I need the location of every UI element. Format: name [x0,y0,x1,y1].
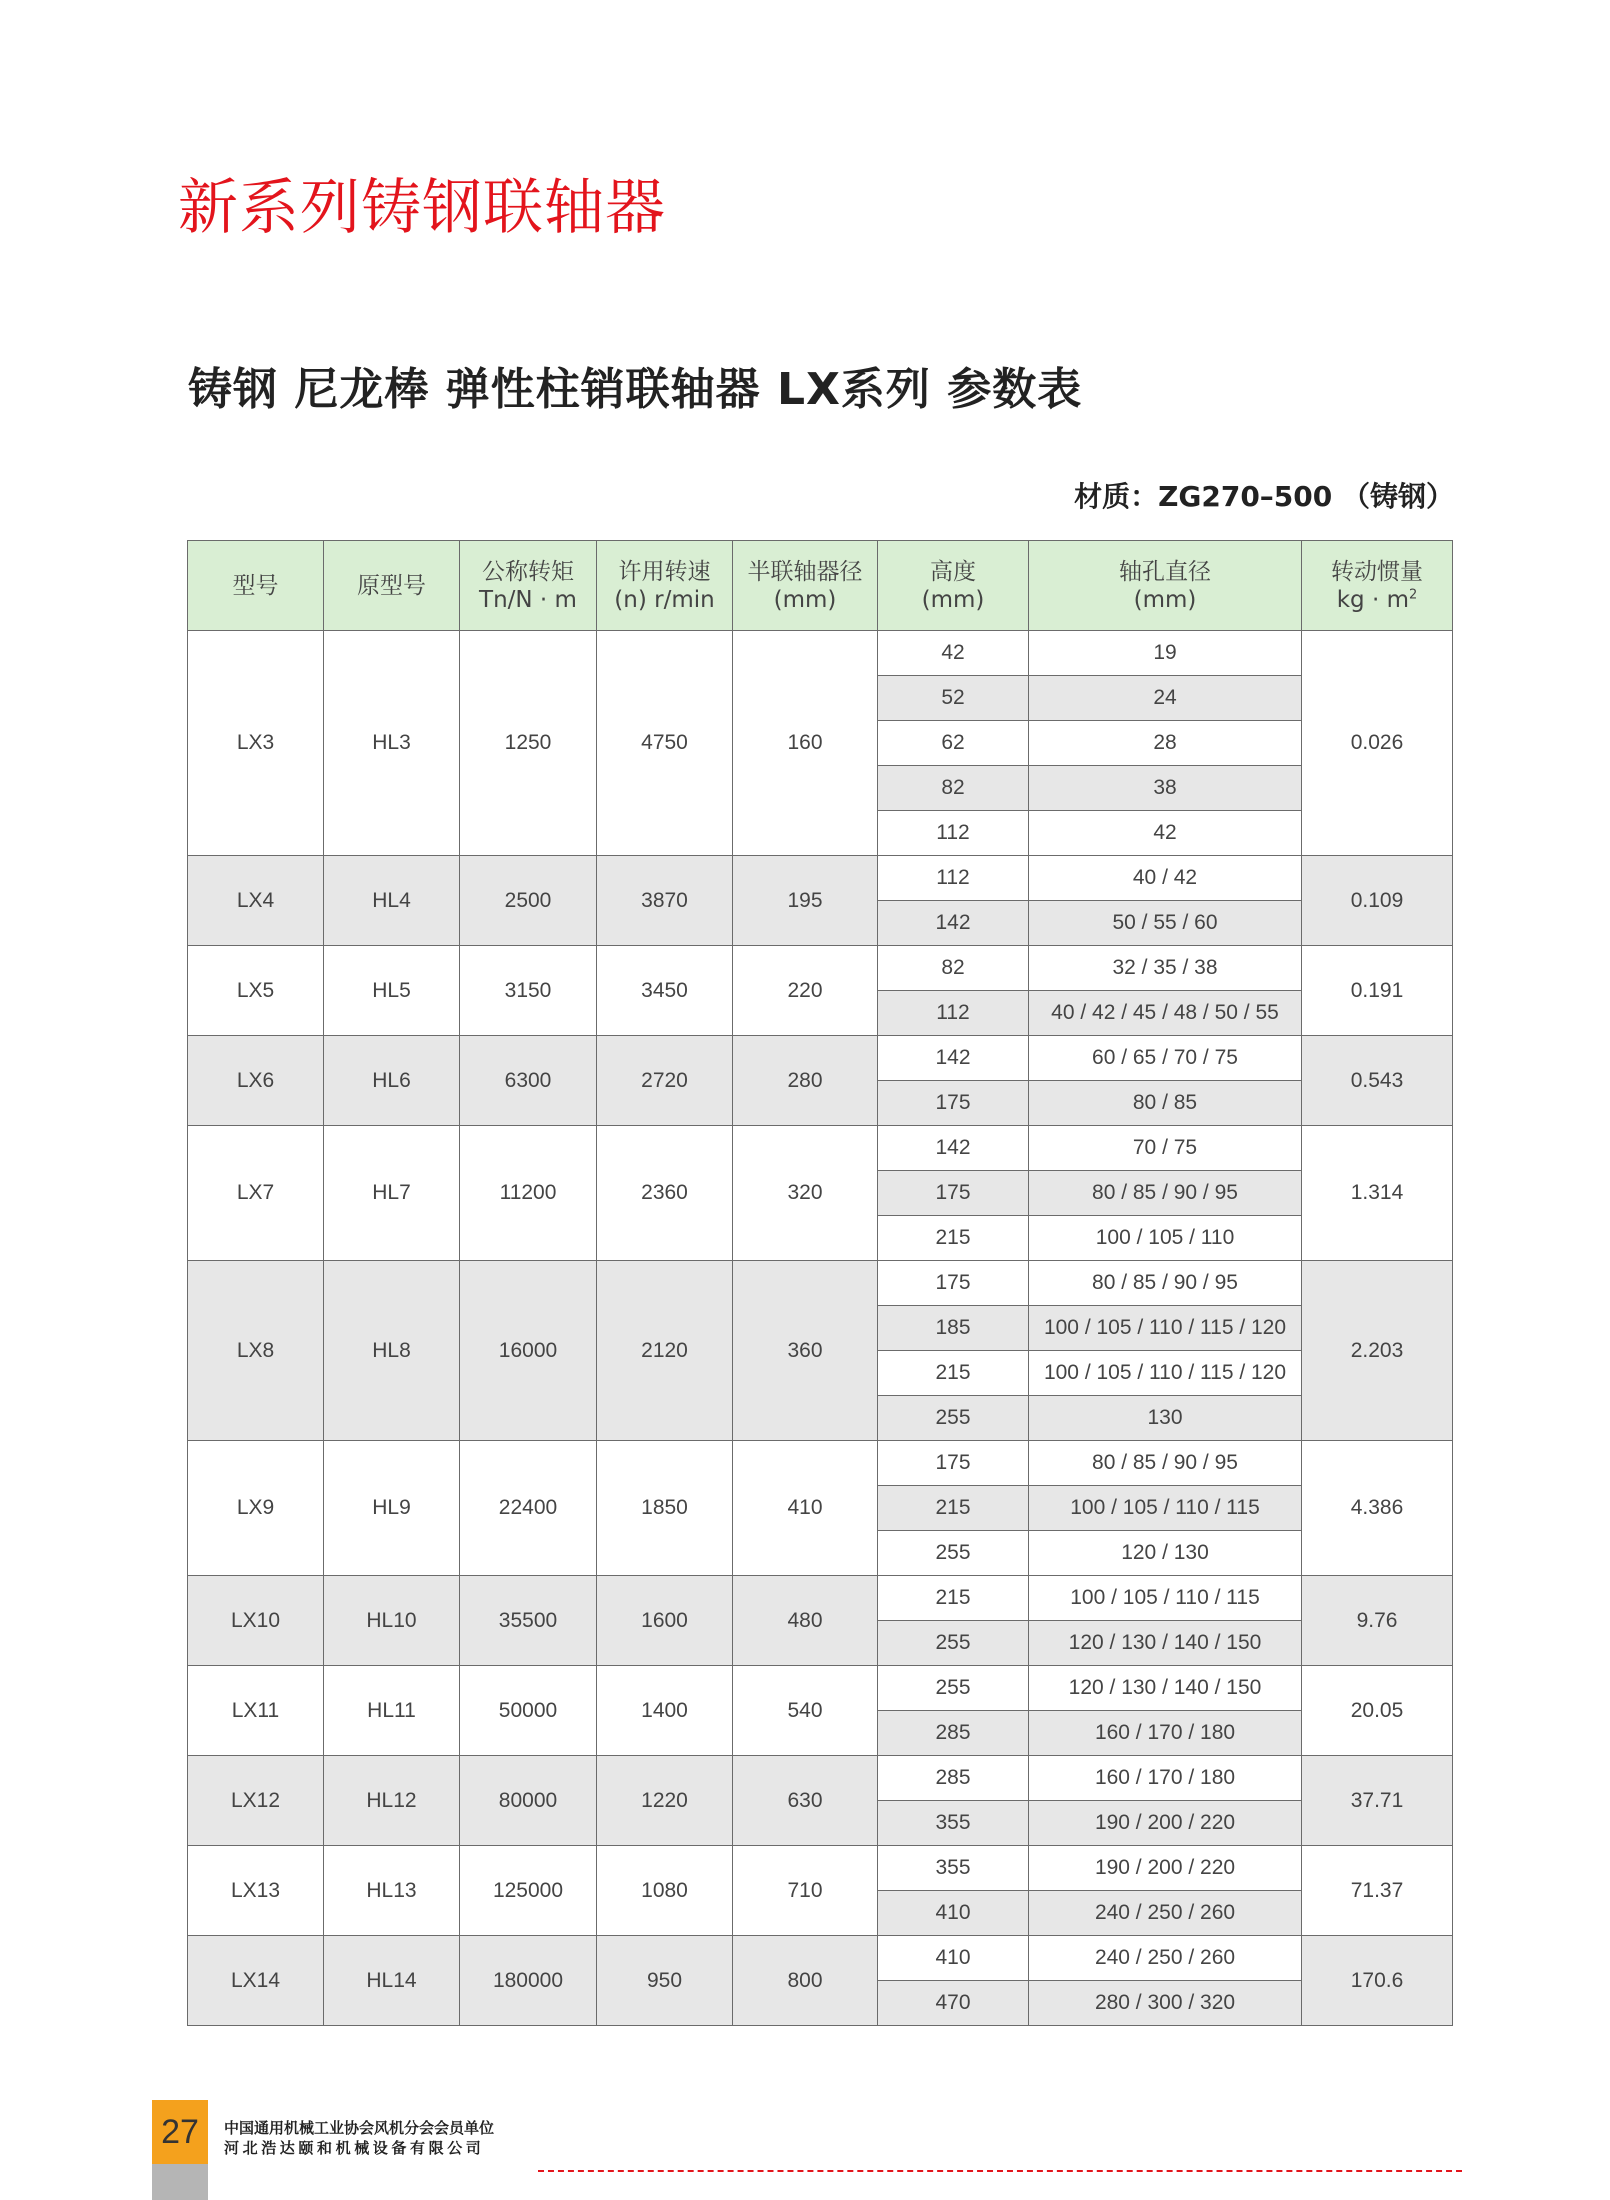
cell-height: 175 [878,1441,1029,1486]
table-row [188,856,1453,901]
cell-model: LX12 [188,1756,324,1846]
cell-model: LX8 [188,1261,324,1441]
header-inertia: 转动惯量 kg · $m^2$ [1302,541,1453,631]
cell-bore-diameter: 80 / 85 / 90 / 95 [1029,1441,1302,1486]
table-row [188,631,1453,676]
footer-bar [152,2164,208,2200]
cell-bore-diameter: 100 / 105 / 110 / 115 / 120 [1029,1351,1302,1396]
cell-half-diameter: 220 [733,946,878,1036]
cell-speed: 2720 [597,1036,733,1126]
cell-torque: 22400 [460,1441,597,1576]
cell-bore-diameter: 100 / 105 / 110 / 115 / 120 [1029,1306,1302,1351]
cell-bore-diameter: 160 / 170 / 180 [1029,1756,1302,1801]
cell-height: 175 [878,1171,1029,1216]
header-bore-diameter: 轴孔直径 (mm) [1029,541,1302,631]
table-row [188,1261,1453,1306]
cell-speed: 1080 [597,1846,733,1936]
cell-half-diameter: 195 [733,856,878,946]
model-group-lx8 [188,1261,1453,1441]
model-group-lx13 [188,1846,1453,1936]
cell-height: 355 [878,1846,1029,1891]
cell-old-model: HL14 [324,1936,460,2026]
cell-height: 410 [878,1936,1029,1981]
model-group-lx9 [188,1441,1453,1576]
material-note: 材质：ZG270–500 （铸钢） [1074,480,1454,513]
table-row [188,1576,1453,1621]
parameter-table [187,540,1453,2026]
header-model: 型号 [188,541,324,631]
table-title: 铸钢 尼龙棒 弹性柱销联轴器 LX系列 参数表 [188,364,1083,415]
cell-old-model: HL3 [324,631,460,856]
cell-height: 355 [878,1801,1029,1846]
cell-inertia: 9.76 [1302,1576,1453,1666]
table-row [188,1846,1453,1891]
cell-height: 112 [878,811,1029,856]
cell-height: 470 [878,1981,1029,2026]
cell-bore-diameter: 80 / 85 [1029,1081,1302,1126]
cell-speed: 2120 [597,1261,733,1441]
cell-height: 215 [878,1351,1029,1396]
cell-speed: 3450 [597,946,733,1036]
cell-old-model: HL8 [324,1261,460,1441]
footer-company [224,2118,494,2158]
cell-torque: 3150 [460,946,597,1036]
cell-half-diameter: 410 [733,1441,878,1576]
model-group-lx3 [188,631,1453,856]
cell-torque: 2500 [460,856,597,946]
model-group-lx10 [188,1576,1453,1666]
cell-bore-diameter: 100 / 105 / 110 [1029,1216,1302,1261]
cell-half-diameter: 630 [733,1756,878,1846]
cell-old-model: HL12 [324,1756,460,1846]
cell-model: LX11 [188,1666,324,1756]
cell-height: 185 [878,1306,1029,1351]
model-group-lx5 [188,946,1453,1036]
cell-bore-diameter: 120 / 130 [1029,1531,1302,1576]
cell-height: 142 [878,1036,1029,1081]
cell-half-diameter: 540 [733,1666,878,1756]
table-row [188,1126,1453,1171]
cell-bore-diameter: 70 / 75 [1029,1126,1302,1171]
cell-bore-diameter: 130 [1029,1396,1302,1441]
cell-torque: 80000 [460,1756,597,1846]
cell-height: 410 [878,1891,1029,1936]
cell-height: 112 [878,856,1029,901]
cell-old-model: HL9 [324,1441,460,1576]
cell-height: 142 [878,1126,1029,1171]
cell-torque: 11200 [460,1126,597,1261]
cell-torque: 35500 [460,1576,597,1666]
cell-height: 255 [878,1531,1029,1576]
cell-speed: 1850 [597,1441,733,1576]
cell-height: 62 [878,721,1029,766]
table-row [188,1666,1453,1711]
cell-height: 175 [878,1081,1029,1126]
cell-bore-diameter: 50 / 55 / 60 [1029,901,1302,946]
cell-inertia: 37.71 [1302,1756,1453,1846]
cell-old-model: HL6 [324,1036,460,1126]
footer-divider [538,2170,1462,2172]
cell-bore-diameter: 40 / 42 [1029,856,1302,901]
header-torque: 公称转矩 Tn/N · m [460,541,597,631]
cell-bore-diameter: 160 / 170 / 180 [1029,1711,1302,1756]
cell-half-diameter: 480 [733,1576,878,1666]
cell-old-model: HL7 [324,1126,460,1261]
page-number: 27 [152,2100,208,2164]
cell-speed: 1220 [597,1756,733,1846]
cell-torque: 125000 [460,1846,597,1936]
cell-torque: 16000 [460,1261,597,1441]
cell-bore-diameter: 80 / 85 / 90 / 95 [1029,1261,1302,1306]
cell-bore-diameter: 32 / 35 / 38 [1029,946,1302,991]
cell-torque: 6300 [460,1036,597,1126]
cell-model: LX7 [188,1126,324,1261]
cell-torque: 50000 [460,1666,597,1756]
cell-speed: 1400 [597,1666,733,1756]
cell-inertia: 0.191 [1302,946,1453,1036]
table-row [188,1936,1453,1981]
cell-model: LX5 [188,946,324,1036]
cell-inertia: 0.543 [1302,1036,1453,1126]
cell-bore-diameter: 100 / 105 / 110 / 115 [1029,1576,1302,1621]
table-header [188,541,1453,631]
cell-bore-diameter: 60 / 65 / 70 / 75 [1029,1036,1302,1081]
cell-height: 255 [878,1666,1029,1711]
header-speed: 许用转速 (n) r/min [597,541,733,631]
cell-height: 52 [878,676,1029,721]
cell-inertia: 20.05 [1302,1666,1453,1756]
model-group-lx6 [188,1036,1453,1126]
cell-half-diameter: 320 [733,1126,878,1261]
cell-height: 112 [878,991,1029,1036]
cell-bore-diameter: 280 / 300 / 320 [1029,1981,1302,2026]
cell-inertia: 71.37 [1302,1846,1453,1936]
table-row [188,946,1453,991]
model-group-lx12 [188,1756,1453,1846]
cell-bore-diameter: 190 / 200 / 220 [1029,1846,1302,1891]
cell-bore-diameter: 24 [1029,676,1302,721]
cell-height: 285 [878,1756,1029,1801]
model-group-lx7 [188,1126,1453,1261]
cell-height: 142 [878,901,1029,946]
cell-model: LX10 [188,1576,324,1666]
cell-height: 42 [878,631,1029,676]
cell-speed: 3870 [597,856,733,946]
cell-height: 82 [878,946,1029,991]
footer-line-2: 河北浩达颐和机械设备有限公司 [224,2139,485,2157]
table-row [188,1441,1453,1486]
header-half-diameter: 半联轴器径 (mm) [733,541,878,631]
cell-bore-diameter: 240 / 250 / 260 [1029,1936,1302,1981]
cell-inertia: 0.026 [1302,631,1453,856]
header-height: 高度 (mm) [878,541,1029,631]
cell-height: 82 [878,766,1029,811]
cell-bore-diameter: 28 [1029,721,1302,766]
model-group-lx14 [188,1936,1453,2026]
cell-height: 255 [878,1621,1029,1666]
cell-old-model: HL13 [324,1846,460,1936]
cell-bore-diameter: 120 / 130 / 140 / 150 [1029,1666,1302,1711]
model-group-lx4 [188,856,1453,946]
cell-bore-diameter: 80 / 85 / 90 / 95 [1029,1171,1302,1216]
cell-bore-diameter: 240 / 250 / 260 [1029,1891,1302,1936]
cell-half-diameter: 160 [733,631,878,856]
cell-inertia: 4.386 [1302,1441,1453,1576]
cell-height: 215 [878,1576,1029,1621]
cell-speed: 950 [597,1936,733,2026]
cell-bore-diameter: 100 / 105 / 110 / 115 [1029,1486,1302,1531]
cell-model: LX4 [188,856,324,946]
model-group-lx11 [188,1666,1453,1756]
cell-speed: 1600 [597,1576,733,1666]
footer-line-1: 中国通用机械工业协会风机分会会员单位 [224,2119,495,2137]
cell-inertia: 1.314 [1302,1126,1453,1261]
cell-model: LX9 [188,1441,324,1576]
cell-model: LX6 [188,1036,324,1126]
cell-inertia: 2.203 [1302,1261,1453,1441]
cell-model: LX13 [188,1846,324,1936]
cell-torque: 1250 [460,631,597,856]
cell-half-diameter: 360 [733,1261,878,1441]
cell-bore-diameter: 42 [1029,811,1302,856]
cell-torque: 180000 [460,1936,597,2026]
cell-old-model: HL5 [324,946,460,1036]
cell-inertia: 0.109 [1302,856,1453,946]
cell-speed: 2360 [597,1126,733,1261]
cell-height: 215 [878,1486,1029,1531]
page-title: 新系列铸钢联轴器 [178,173,666,243]
cell-bore-diameter: 19 [1029,631,1302,676]
cell-old-model: HL11 [324,1666,460,1756]
cell-model: LX3 [188,631,324,856]
cell-half-diameter: 280 [733,1036,878,1126]
cell-bore-diameter: 190 / 200 / 220 [1029,1801,1302,1846]
cell-height: 175 [878,1261,1029,1306]
cell-old-model: HL4 [324,856,460,946]
header-old-model: 原型号 [324,541,460,631]
cell-half-diameter: 800 [733,1936,878,2026]
table-row [188,1756,1453,1801]
cell-bore-diameter: 120 / 130 / 140 / 150 [1029,1621,1302,1666]
cell-speed: 4750 [597,631,733,856]
cell-height: 285 [878,1711,1029,1756]
cell-model: LX14 [188,1936,324,2026]
cell-height: 255 [878,1396,1029,1441]
cell-bore-diameter: 38 [1029,766,1302,811]
cell-old-model: HL10 [324,1576,460,1666]
table-row [188,1036,1453,1081]
cell-half-diameter: 710 [733,1846,878,1936]
cell-inertia: 170.6 [1302,1936,1453,2026]
cell-bore-diameter: 40 / 42 / 45 / 48 / 50 / 55 [1029,991,1302,1036]
cell-height: 215 [878,1216,1029,1261]
